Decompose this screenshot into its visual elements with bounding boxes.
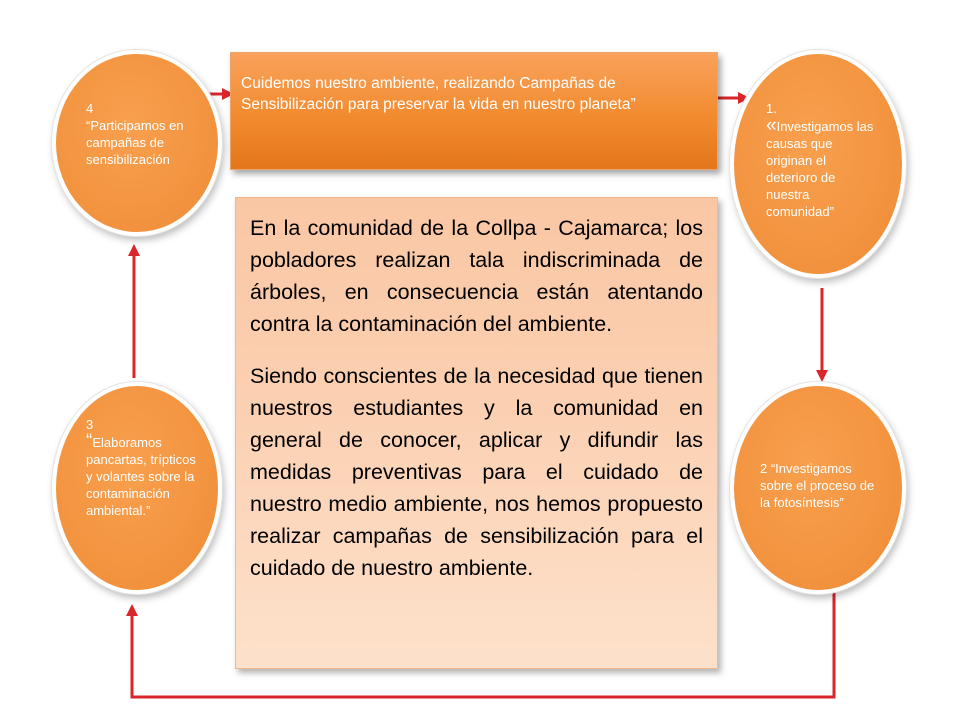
step-4-circle [52, 50, 222, 236]
step-3-body [86, 433, 198, 519]
step-3-quote-mark: “ [86, 431, 93, 452]
step-1-quote-mark: « [766, 115, 777, 136]
context-paragraph-2: Siendo conscientes de la necesidad que tienen nuestros estudiantes y la comunidad en general de conocer, aplicar y difundir las medidas preventivas para el cuidado de nuestro medio ambiente, nos hemos propuesto realizar campañas de sensibilización para el cuidado de nuestro ambiente. [250, 364, 703, 580]
step-3-text: Elaboramos pancartas, trípticos y volantes sobre la contaminación ambiental.” [86, 435, 196, 518]
step-3-number: 3 [86, 417, 94, 432]
step-1-circle [730, 50, 906, 278]
context-paragraph-1: En la comunidad de la Collpa - Cajamarca; los pobladores realizan tala indiscriminada de árboles, en consecuencia están atentando contra la contaminación del ambiente. [250, 216, 703, 336]
step-3-circle [52, 382, 222, 594]
step-1-text: Investigamos las causas que originan el deterioro de nuestra comunidad” [766, 119, 874, 219]
step-2-circle [730, 382, 906, 594]
step-4-text: “Participamos en campañas de sensibilización [86, 118, 184, 167]
campaign-header-box [230, 52, 718, 170]
step-1-number: 1. [766, 101, 777, 116]
step-2-text: 2 “Investigamos sobre el proceso de la fotosíntesis” [760, 461, 875, 510]
step-1-body [766, 117, 876, 220]
context-description-box [235, 197, 718, 669]
campaign-header-text: Cuidemos nuestro ambiente, realizando Campañas de Sensibilización para preservar la vida en nuestro planeta” [241, 75, 636, 113]
step-4-number: 4 [86, 101, 94, 116]
